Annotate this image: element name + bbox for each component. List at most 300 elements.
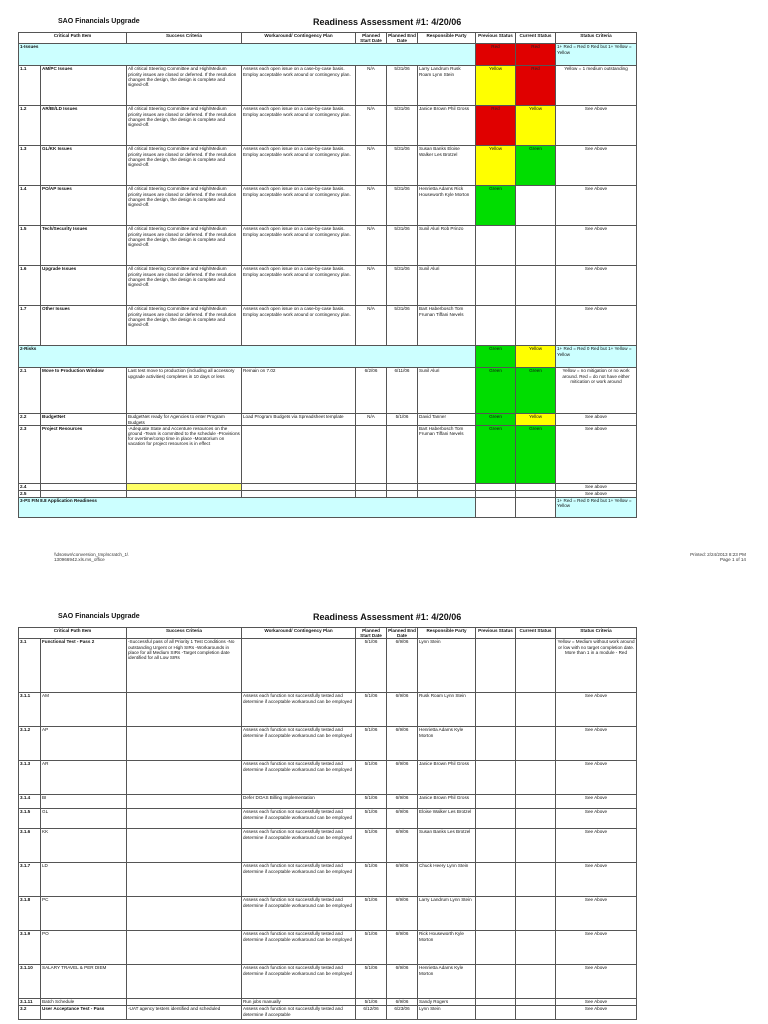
planned-start: 6/2/06 (356, 368, 387, 414)
current-status: Green (516, 146, 556, 186)
section-title: 3-PS FIN 8.8 Application Readiness (19, 497, 476, 517)
contingency-plan: Assess each open issue on a case-by-case basis. Employ acceptable work around or contingency plan. (242, 186, 356, 226)
current-status (516, 490, 556, 497)
table-row (19, 761, 637, 795)
responsible-party: Henrietta Adams Rick Houseworth Kyle Morton (418, 186, 476, 226)
table-row (19, 931, 637, 965)
status-criteria: See Above (556, 829, 637, 863)
document-title: SAO Financials Upgrade (58, 18, 140, 25)
planned-start: 5/1/06 (356, 693, 387, 727)
current-status (516, 965, 556, 999)
item-number: 3.1.5 (19, 809, 41, 829)
status-criteria: See above (556, 414, 637, 425)
current-status: Yellow (516, 414, 556, 425)
critical-path-item (41, 490, 127, 497)
table-row (19, 829, 637, 863)
status-criteria: See Above (556, 226, 637, 266)
critical-path-item: AR/BI/LD Issues (41, 106, 127, 146)
planned-end: 5/31/06 (387, 266, 418, 306)
planned-start: 5/1/06 (356, 639, 387, 693)
contingency-plan: Assess each open issue on a case-by-case basis. Employ acceptable work around or contingency plan. (242, 66, 356, 106)
status-criteria: See above (556, 490, 637, 497)
table-row (19, 146, 637, 186)
col-header: Critical Path Item (19, 33, 127, 44)
current-status (516, 809, 556, 829)
planned-start: N/A (356, 186, 387, 226)
critical-path-item: AR (41, 761, 127, 795)
planned-end: 6/9/06 (387, 727, 418, 761)
table-row (19, 266, 637, 306)
current-status (516, 639, 556, 693)
success-criteria: -UAT agency testers identified and scheduled (127, 1006, 242, 1020)
file-path-footer: \\dsoswn\conversion_tmp\scratch_1\ 130966942.xls.ms_office (54, 552, 129, 563)
critical-path-item: AM/PC Issues (41, 66, 127, 106)
responsible-party: Henrietta Adams Kyle Morton (418, 965, 476, 999)
item-number: 3.1.8 (19, 897, 41, 931)
contingency-plan: Remain on 7.02 (242, 368, 356, 414)
contingency-plan (242, 425, 356, 483)
success-criteria: All critical Steering Committee and High/Medium priority issues are closed or deferred. If the resolution changes the design, the design is complete and signed-off. (127, 266, 242, 306)
planned-start: N/A (356, 66, 387, 106)
responsible-party: Bart Haberbosch Tom Fruman Tiffani Nevels (418, 306, 476, 346)
planned-end: 5/31/06 (387, 226, 418, 266)
status-criteria: See Above (556, 965, 637, 999)
col-header: Workaround/ Contingency Plan (242, 628, 356, 639)
current-status (516, 266, 556, 306)
planned-end: 6/9/06 (387, 639, 418, 693)
previous-status (476, 639, 516, 693)
previous-status (476, 1006, 516, 1020)
contingency-plan: Assess each function not successfully tested and determine if acceptable workaround can be employed (242, 863, 356, 897)
planned-end: 5/31/06 (387, 306, 418, 346)
previous-status: Green (476, 368, 516, 414)
item-number: 1.7 (19, 306, 41, 346)
table-row (19, 999, 637, 1006)
page-header (0, 613, 768, 627)
col-header: Status Criteria (556, 628, 637, 639)
critical-path-item: LD (41, 863, 127, 897)
status-criteria: See Above (556, 106, 637, 146)
item-number: 3.1.4 (19, 795, 41, 809)
responsible-party: Rusk Roam Lynn Stein (418, 693, 476, 727)
print-footer: Printed: 2/24/2013 8:23 PM Page 1 of 14 (690, 552, 746, 563)
table-row (19, 809, 637, 829)
col-header: Success Criteria (127, 628, 242, 639)
planned-end: 6/9/06 (387, 965, 418, 999)
table-row (19, 863, 637, 897)
item-number: 2.5 (19, 490, 41, 497)
assessment-title: Readiness Assessment #1: 4/20/06 (313, 17, 462, 27)
previous-status (476, 897, 516, 931)
col-header: Critical Path Item (19, 628, 127, 639)
table-row (19, 414, 637, 425)
col-header: Planned Start Date (356, 33, 387, 44)
previous-status (476, 266, 516, 306)
table-row (19, 66, 637, 106)
status-criteria: See Above (556, 897, 637, 931)
planned-start: 5/1/06 (356, 897, 387, 931)
responsible-party: Janice Brown Phil Gross (418, 106, 476, 146)
contingency-plan: Assess each function not successfully tested and determine if acceptable workaround can be employed (242, 897, 356, 931)
previous-status (476, 863, 516, 897)
success-criteria (127, 490, 242, 497)
critical-path-item: BudgetNet (41, 414, 127, 425)
success-criteria: All critical Steering Committee and High/Medium priority issues are closed or deferred. If the resolution changes the design, the design is complete and signed-off. (127, 66, 242, 106)
status-criteria: See Above (556, 863, 637, 897)
planned-end: 6/11/06 (387, 368, 418, 414)
col-header: Previous Status (476, 628, 516, 639)
readiness-table-page-1 (18, 32, 637, 518)
current-status (516, 226, 556, 266)
critical-path-item: KK (41, 829, 127, 863)
col-header: Current Status (516, 33, 556, 44)
planned-end (387, 490, 418, 497)
contingency-plan: Assess each open issue on a case-by-case basis. Employ acceptable work around or contingency plan. (242, 146, 356, 186)
responsible-party (418, 483, 476, 490)
item-number: 3.1 (19, 639, 41, 693)
current-status (516, 999, 556, 1006)
status-criteria: Yellow = 1 medium outstanding (556, 66, 637, 106)
planned-end: 6/9/06 (387, 863, 418, 897)
planned-start: N/A (356, 266, 387, 306)
success-criteria (127, 727, 242, 761)
current-status: Yellow (516, 346, 556, 368)
planned-end: 6/23/06 (387, 1006, 418, 1020)
critical-path-item: User Acceptance Test - Pass (41, 1006, 127, 1020)
planned-start: N/A (356, 226, 387, 266)
item-number: 3.1.11 (19, 999, 41, 1006)
current-status: Red (516, 66, 556, 106)
responsible-party: Janice Brown Phil Gross (418, 795, 476, 809)
responsible-party: Eloise Walker Les Brotzel (418, 809, 476, 829)
previous-status: Green (476, 425, 516, 483)
contingency-plan (242, 490, 356, 497)
status-criteria: See Above (556, 931, 637, 965)
column-header-row (19, 628, 637, 639)
responsible-party: Sunil Aluri (418, 266, 476, 306)
previous-status (476, 795, 516, 809)
planned-end (387, 483, 418, 490)
critical-path-item: Batch Schedule (41, 999, 127, 1006)
contingency-plan: Assess each open issue on a case-by-case basis. Employ acceptable work around or contingency plan. (242, 306, 356, 346)
document-title: SAO Financials Upgrade (58, 613, 140, 620)
page-2 (0, 600, 768, 1024)
col-header: Previous Status (476, 33, 516, 44)
success-criteria: All critical Steering Committee and High/Medium priority issues are closed or deferred. If the resolution changes the design, the design is complete and signed-off. (127, 106, 242, 146)
current-status (516, 727, 556, 761)
item-number: 3.1.3 (19, 761, 41, 795)
status-criteria: 1+ Red = Red 0 Red but 1+ Yellow = Yellow (556, 497, 637, 517)
contingency-plan (242, 639, 356, 693)
table-row (19, 186, 637, 226)
previous-status: Green (476, 186, 516, 226)
success-criteria: -Successful pass of all Priority 1 Test Conditions -No outstanding Urgent or High SIRs -Workarounds in place for all Medium SIRs -Target completion date identified for all Low SIRs (127, 639, 242, 693)
responsible-party: Janice Brown Phil Gross (418, 761, 476, 795)
contingency-plan: Assess each function not successfully tested and determine if acceptable workaround can be employed (242, 931, 356, 965)
col-header: Status Criteria (556, 33, 637, 44)
success-criteria (127, 897, 242, 931)
current-status (516, 931, 556, 965)
previous-status (476, 727, 516, 761)
item-number: 1.2 (19, 106, 41, 146)
contingency-plan: Run jobs manually (242, 999, 356, 1006)
success-criteria (127, 999, 242, 1006)
table-row (19, 226, 637, 266)
planned-start: 6/12/06 (356, 1006, 387, 1020)
critical-path-item: Move to Production Window (41, 368, 127, 414)
current-status (516, 483, 556, 490)
section-title: 1-Issues (19, 44, 476, 66)
critical-path-item: AM (41, 693, 127, 727)
contingency-plan: Assess each function not successfully tested and determine if acceptable workaround can be employed (242, 693, 356, 727)
assessment-title: Readiness Assessment #1: 4/20/06 (313, 612, 462, 622)
planned-end: 5/31/06 (387, 106, 418, 146)
success-criteria: All critical Steering Committee and High/Medium priority issues are closed or deferred. If the resolution changes the design, the design is complete and signed-off. (127, 226, 242, 266)
responsible-party: Larry Landrum Lynn Stein (418, 897, 476, 931)
planned-end: 5/31/06 (387, 146, 418, 186)
current-status (516, 829, 556, 863)
success-criteria: All critical Steering Committee and High/Medium priority issues are closed or deferred. If the resolution changes the design, the design is complete and signed-off. (127, 306, 242, 346)
table-row (19, 795, 637, 809)
planned-start: 5/1/06 (356, 727, 387, 761)
status-criteria: 1+ Red = Red 0 Red but 1+ Yellow = Yellow (556, 346, 637, 368)
planned-start (356, 490, 387, 497)
page-header (0, 18, 768, 32)
previous-status (476, 931, 516, 965)
responsible-party: David Tanner (418, 414, 476, 425)
planned-end: 5/31/06 (387, 66, 418, 106)
planned-end: 6/9/06 (387, 809, 418, 829)
item-number: 2.1 (19, 368, 41, 414)
planned-end: 5/1/06 (387, 414, 418, 425)
contingency-plan: Load Program Budgets via Spreadsheet template (242, 414, 356, 425)
contingency-plan: Assess each function not successfully tested and determine if acceptable (242, 1006, 356, 1020)
success-criteria: All critical Steering Committee and High/Medium priority issues are closed or deferred. If the resolution changes the design, the design is complete and signed-off. (127, 146, 242, 186)
status-criteria: See Above (556, 727, 637, 761)
responsible-party: Lynn Stein (418, 1006, 476, 1020)
planned-start: 5/1/06 (356, 999, 387, 1006)
planned-start (356, 483, 387, 490)
item-number: 3.2 (19, 1006, 41, 1020)
contingency-plan: Assess each function not successfully tested and determine if acceptable workaround can be employed (242, 727, 356, 761)
current-status: Yellow (516, 106, 556, 146)
planned-start: N/A (356, 306, 387, 346)
section-row (19, 44, 637, 66)
current-status: Red (516, 44, 556, 66)
critical-path-item: PO (41, 931, 127, 965)
contingency-plan: Assess each function not successfully tested and determine if acceptable workaround can be employed (242, 829, 356, 863)
responsible-party: Sandy Rogers (418, 999, 476, 1006)
item-number: 1.3 (19, 146, 41, 186)
item-number: 1.4 (19, 186, 41, 226)
planned-end: 6/9/06 (387, 931, 418, 965)
item-number: 3.1.9 (19, 931, 41, 965)
contingency-plan: Assess each function not successfully tested and determine if acceptable workaround can be employed (242, 965, 356, 999)
readiness-table-page-2 (18, 627, 637, 1020)
planned-start: 5/1/06 (356, 965, 387, 999)
previous-status (476, 965, 516, 999)
status-criteria: See above (556, 483, 637, 490)
table-row (19, 306, 637, 346)
col-header: Current Status (516, 628, 556, 639)
status-criteria: Yellow = Medium without work around or low with no target completion date. More than 1 in a module - Red (556, 639, 637, 693)
responsible-party: Henrietta Adams Kyle Morton (418, 727, 476, 761)
section-title: 2-Risks (19, 346, 476, 368)
previous-status (476, 497, 516, 517)
planned-end (387, 425, 418, 483)
critical-path-item: PC (41, 897, 127, 931)
previous-status: Yellow (476, 146, 516, 186)
responsible-party: Chuck Heery Lynn Stein (418, 863, 476, 897)
current-status (516, 1006, 556, 1020)
critical-path-item: Tech/Security Issues (41, 226, 127, 266)
responsible-party: Rick Houseworth Kyle Morton (418, 931, 476, 965)
current-status: Green (516, 425, 556, 483)
planned-start (356, 425, 387, 483)
responsible-party: Susan Banks Eloise Walker Les Brotzel (418, 146, 476, 186)
planned-start: 5/1/06 (356, 829, 387, 863)
critical-path-item: GL/KK Issues (41, 146, 127, 186)
table-row (19, 897, 637, 931)
contingency-plan: Assess each function not successfully tested and determine if acceptable workaround can be employed (242, 809, 356, 829)
success-criteria: Last test move to production (including all accessory upgrade activities) completes in 10 days or less (127, 368, 242, 414)
col-header: Planned Start Date (356, 628, 387, 639)
success-criteria (127, 483, 242, 490)
previous-status: Green (476, 346, 516, 368)
status-criteria: See Above (556, 1006, 637, 1020)
table-row (19, 490, 637, 497)
previous-status (476, 483, 516, 490)
table-row (19, 483, 637, 490)
contingency-plan: Assess each open issue on a case-by-case basis. Employ acceptable work around or contingency plan. (242, 266, 356, 306)
col-header: Planned End Date (388, 628, 416, 639)
planned-end: 6/9/06 (387, 795, 418, 809)
table-row (19, 639, 637, 693)
status-criteria: See above (556, 425, 637, 483)
section-row (19, 346, 637, 368)
status-criteria: See Above (556, 999, 637, 1006)
section-row (19, 497, 637, 517)
current-status (516, 761, 556, 795)
success-criteria (127, 829, 242, 863)
responsible-party: Lynn Stein (418, 639, 476, 693)
col-header: Planned End Date (388, 33, 416, 44)
previous-status (476, 226, 516, 266)
table-row (19, 425, 637, 483)
status-criteria: See Above (556, 306, 637, 346)
item-number: 3.1.1 (19, 693, 41, 727)
success-criteria (127, 931, 242, 965)
critical-path-item: Other Issues (41, 306, 127, 346)
current-status (516, 306, 556, 346)
table-row (19, 693, 637, 727)
item-number: 1.5 (19, 226, 41, 266)
current-status (516, 795, 556, 809)
status-criteria: 1+ Red = Red 0 Red but 1+ Yellow = Yellow (556, 44, 637, 66)
planned-start: 5/1/06 (356, 863, 387, 897)
success-criteria (127, 863, 242, 897)
contingency-plan: Assess each function not successfully tested and determine if acceptable workaround can be employed (242, 761, 356, 795)
critical-path-item: Project Resources (41, 425, 127, 483)
planned-end: 6/9/06 (387, 829, 418, 863)
contingency-plan: Assess each open issue on a case-by-case basis. Employ acceptable work around or contingency plan. (242, 226, 356, 266)
previous-status: Yellow (476, 66, 516, 106)
success-criteria (127, 761, 242, 795)
item-number: 3.1.2 (19, 727, 41, 761)
item-number: 1.1 (19, 66, 41, 106)
responsible-party (418, 490, 476, 497)
critical-path-item (41, 483, 127, 490)
previous-status (476, 829, 516, 863)
planned-start: N/A (356, 106, 387, 146)
success-criteria (127, 693, 242, 727)
success-criteria: All critical Steering Committee and High/Medium priority issues are closed or deferred. If the resolution changes the design, the design is complete and signed-off. (127, 186, 242, 226)
status-criteria: See Above (556, 266, 637, 306)
previous-status (476, 490, 516, 497)
responsible-party: Larry Landrum Rusk Roam Lynn Stein (418, 66, 476, 106)
current-status (516, 897, 556, 931)
planned-end: 6/9/06 (387, 999, 418, 1006)
planned-start: 5/1/06 (356, 795, 387, 809)
critical-path-item: GL (41, 809, 127, 829)
current-status (516, 863, 556, 897)
previous-status: Red (476, 106, 516, 146)
responsible-party: Sunil Aluri (418, 368, 476, 414)
planned-start: 5/1/06 (356, 931, 387, 965)
status-criteria: See Above (556, 795, 637, 809)
table-row (19, 368, 637, 414)
critical-path-item: SALARY TRAVEL & PER DIEM (41, 965, 127, 999)
previous-status (476, 809, 516, 829)
previous-status (476, 761, 516, 795)
current-status (516, 693, 556, 727)
col-header: Responsible Party (418, 33, 476, 44)
success-criteria (127, 965, 242, 999)
critical-path-item: Upgrade Issues (41, 266, 127, 306)
item-number: 3.1.10 (19, 965, 41, 999)
contingency-plan: Defer DOAS Billing Implementation (242, 795, 356, 809)
critical-path-item: Functional Test - Pass 2 (41, 639, 127, 693)
contingency-plan (242, 483, 356, 490)
status-criteria: Yellow = no mitigation or no work around. Red = do not have either mitication or work around (556, 368, 637, 414)
current-status (516, 186, 556, 226)
critical-path-item: PO/AP Issues (41, 186, 127, 226)
previous-status (476, 999, 516, 1006)
responsible-party: Sunil Aluri Rob Prinzo (418, 226, 476, 266)
critical-path-item: BI (41, 795, 127, 809)
item-number: 3.1.6 (19, 829, 41, 863)
status-criteria: See Above (556, 186, 637, 226)
table-row (19, 1006, 637, 1020)
success-criteria (127, 809, 242, 829)
success-criteria: BudgetNet ready for Agencies to enter Program Budgets (127, 414, 242, 425)
item-number: 2.4 (19, 483, 41, 490)
contingency-plan: Assess each open issue on a case-by-case basis. Employ acceptable work around or contingency plan. (242, 106, 356, 146)
success-criteria: -Adequate State and Accenture resources on the ground -Team is committed to the schedule -Provisions for overtime/comp time in place -Moratorium on vacation for project resources is in effect (127, 425, 242, 483)
planned-start: 5/1/06 (356, 761, 387, 795)
planned-end: 6/9/06 (387, 897, 418, 931)
responsible-party: Bart Haberbosch Tom Fruman Tiffani Nevels (418, 425, 476, 483)
item-number: 1.6 (19, 266, 41, 306)
col-header: Success Criteria (127, 33, 242, 44)
status-criteria: See Above (556, 809, 637, 829)
previous-status: Green (476, 414, 516, 425)
planned-end: 6/9/06 (387, 693, 418, 727)
table-row (19, 727, 637, 761)
col-header: Responsible Party (418, 628, 476, 639)
status-criteria: See Above (556, 761, 637, 795)
item-number: 2.2 (19, 414, 41, 425)
